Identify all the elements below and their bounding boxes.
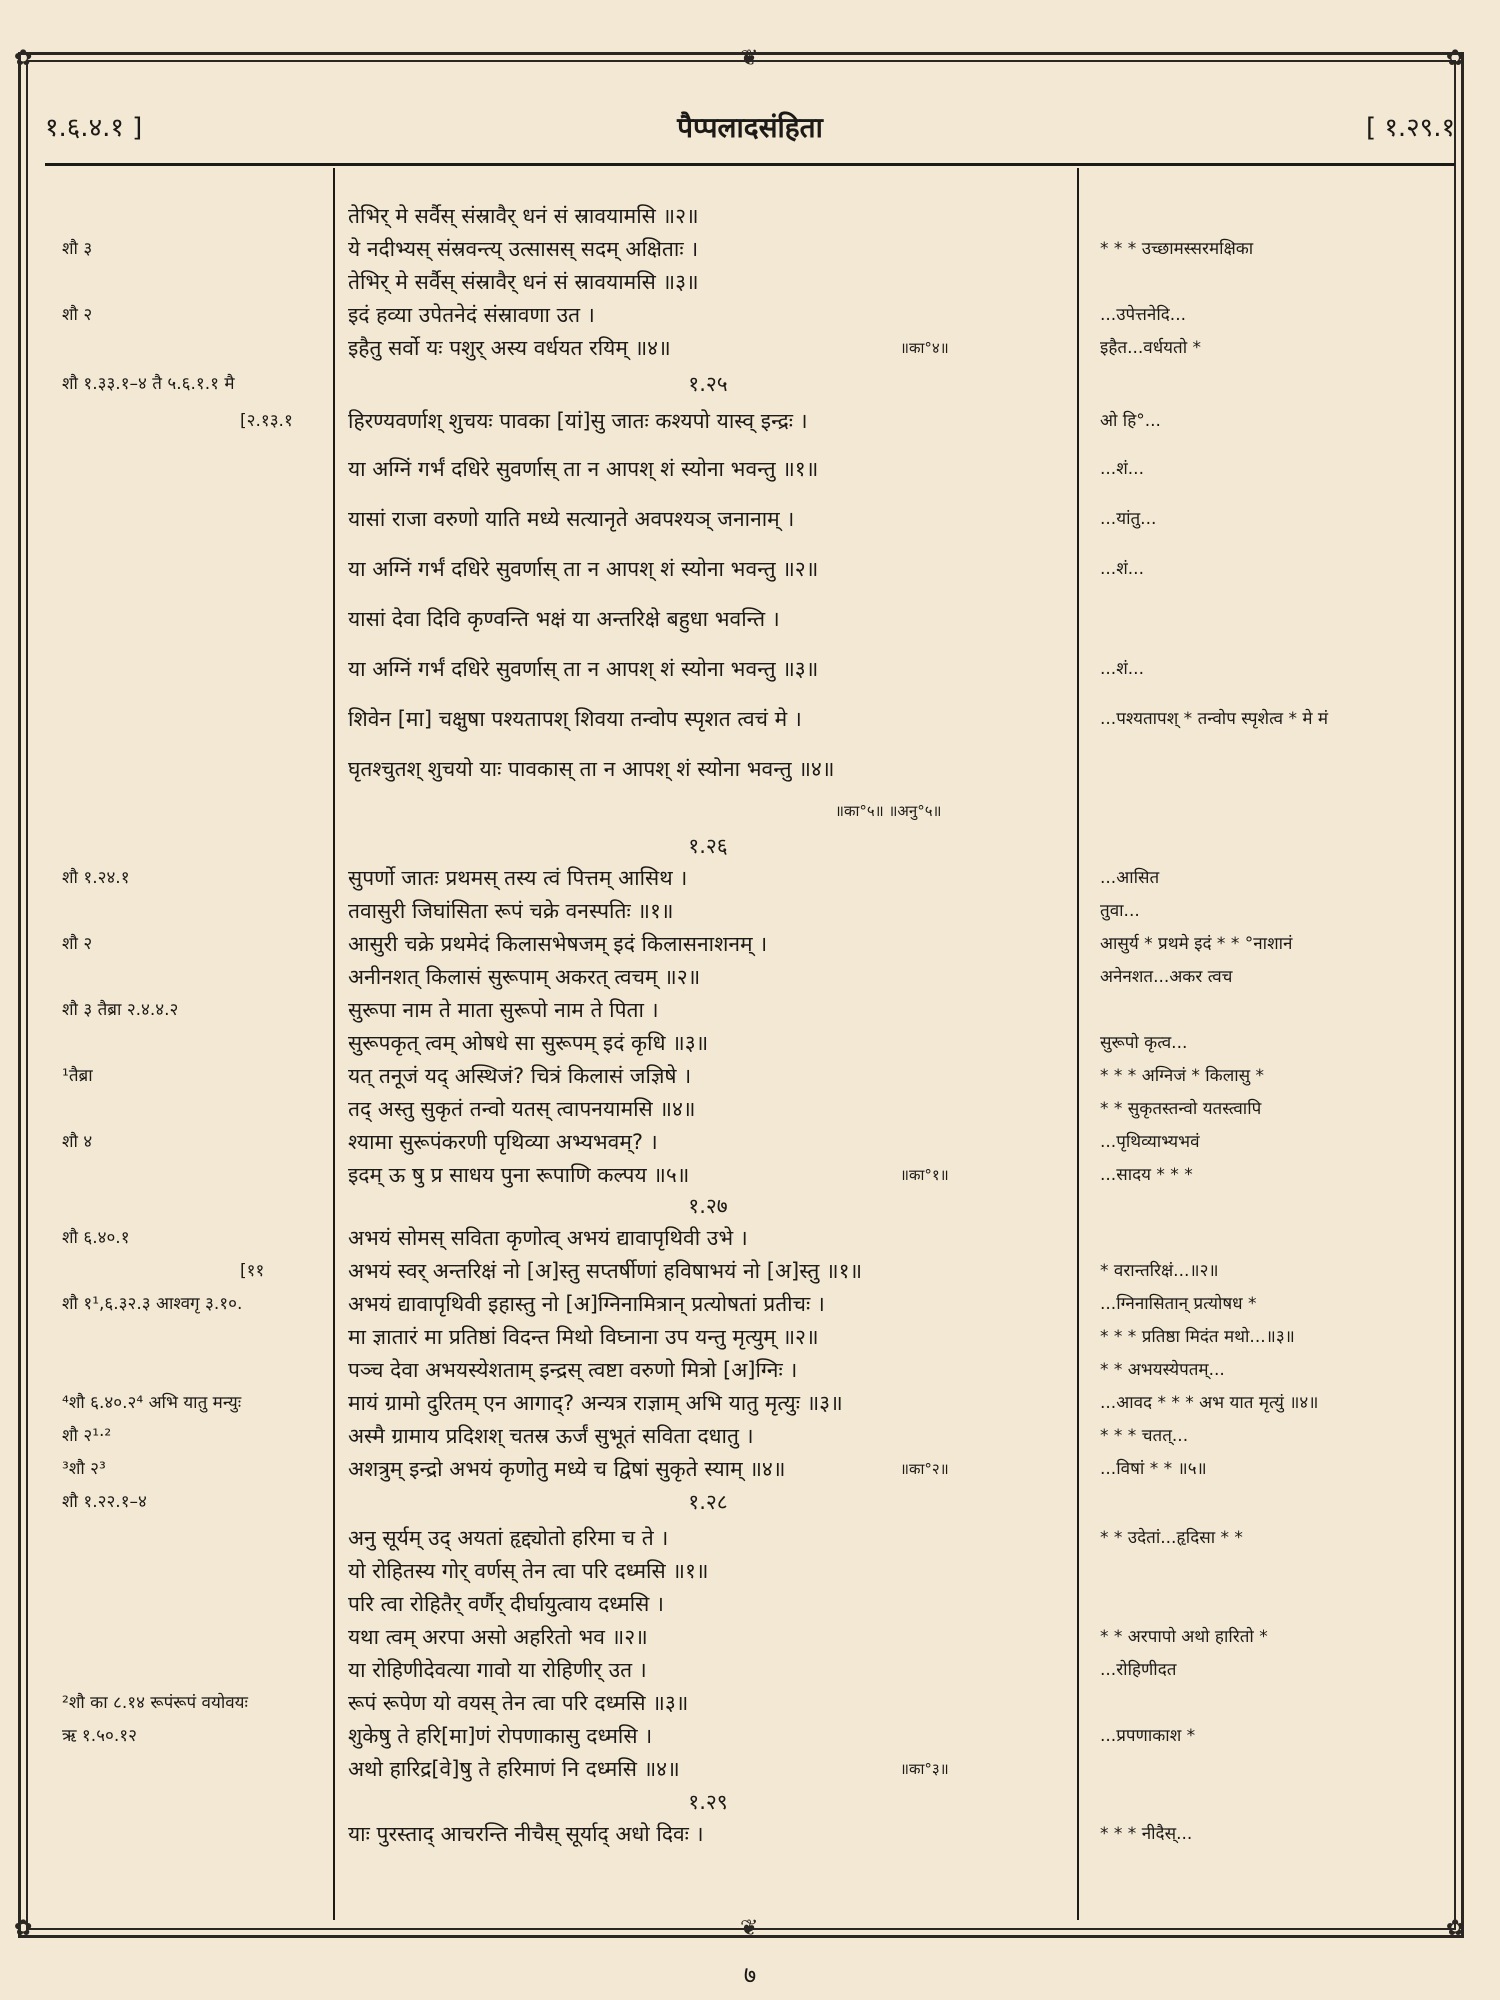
- variant-reading: * वरान्तरिक्षं...॥२॥: [1100, 1261, 1219, 1281]
- verse-row: [0, 603, 1500, 635]
- top-center-ornament-icon: ❦: [740, 46, 759, 71]
- verse-row: [0, 961, 1500, 993]
- header-rule: [45, 163, 1455, 166]
- verse-row: [0, 1222, 1500, 1254]
- corner-ornament-icon: ✿: [14, 46, 33, 71]
- variant-reading: ...आवद * * * अभ यात मृत्युं ॥४॥: [1100, 1393, 1319, 1413]
- section-number-row: [0, 1486, 1500, 1518]
- section-number: १.२८: [688, 1490, 728, 1514]
- parallel-reference: ⁴शौ ६.४०.२⁴ अभि यातु मन्युः: [62, 1393, 242, 1413]
- variant-reading: * * अभयस्येपतम्...: [1100, 1360, 1225, 1380]
- variant-reading: * * अरपापो अथो हारितो *: [1100, 1627, 1268, 1647]
- verse-row: [0, 1453, 1500, 1485]
- parallel-reference: शौ ३ तैब्रा २.४.४.२: [62, 1000, 179, 1020]
- verse-row: [0, 1588, 1500, 1620]
- verse-row: [0, 266, 1500, 298]
- parallel-reference: शौ १¹,६.३२.३ आश्वगृ ३.१०.: [62, 1294, 243, 1314]
- verse-text: अस्मै ग्रामाय प्रदिशश् चतस्र ऊर्जं सुभूतं सविता दधातु ।: [348, 1424, 754, 1448]
- verse-row: [0, 405, 1500, 437]
- verse-row: [0, 1687, 1500, 1719]
- verse-row: [0, 928, 1500, 960]
- parallel-reference: ³शौ २³: [62, 1459, 106, 1479]
- verse-text: तेभिर् मे सर्वैस् संस्रावैर् धनं सं स्रावयामसि ॥३॥: [348, 270, 699, 294]
- variant-reading: * * उदेतां...हृदिसा * *: [1100, 1528, 1243, 1548]
- kanda-marker: ॥का°४॥: [900, 339, 949, 357]
- variant-reading: ...शं...: [1100, 459, 1144, 479]
- header-right-reference: [ १.२९.१: [1365, 113, 1455, 143]
- verse-row: [0, 1321, 1500, 1353]
- parallel-reference: ²शौ का ८.१४ रूपंरूपं वयोवयः: [62, 1693, 248, 1713]
- variant-reading: ...यांतु...: [1100, 509, 1157, 529]
- verse-text: अथो हारिद्र[वे]षु ते हरिमाणं नि दध्मसि ॥४॥: [348, 1757, 680, 1781]
- verse-row: [0, 200, 1500, 232]
- verse-row: [0, 1060, 1500, 1092]
- verse-text: ये नदीभ्यस् संस्रवन्त्य् उत्सासस् सदम् अक्षिताः ।: [348, 237, 699, 261]
- section-number: १.२९: [688, 1790, 728, 1814]
- kanda-marker: ॥का°१॥: [900, 1166, 949, 1184]
- parallel-reference: शौ २: [62, 305, 93, 325]
- verse-row: [0, 1093, 1500, 1125]
- section-number-row: [0, 1786, 1500, 1818]
- section-number: १.२५: [688, 372, 728, 396]
- variant-reading: ...उपेत्तनेदि...: [1100, 305, 1187, 325]
- variant-reading: ...सादय * * *: [1100, 1165, 1193, 1185]
- bottom-center-ornament-icon: ❦: [740, 1916, 759, 1941]
- verse-text: हिरण्यवर्णाश् शुचयः पावका [यां]सु जातः कश्यपो यास्व् इन्द्रः ।: [348, 409, 808, 433]
- kanda-marker: ॥का°५॥ ॥अनु°५॥: [835, 802, 942, 820]
- verse-row: [0, 1126, 1500, 1158]
- section-number-row: [0, 830, 1500, 862]
- variant-reading: सुरूपो कृत्व...: [1100, 1033, 1188, 1053]
- variant-reading: ...पश्यतापश् * तन्वोप स्पृशेत्व * मे मं: [1100, 709, 1329, 729]
- verse-text: यासां राजा वरुणो याति मध्ये सत्यानृते अवपश्यञ् जनानाम् ।: [348, 507, 795, 531]
- variant-reading: ...रोहिणीदत: [1100, 1660, 1177, 1680]
- verse-row: [0, 1654, 1500, 1686]
- parallel-reference: शौ १.३३.१–४ तै ५.६.१.१ मै: [62, 374, 235, 394]
- verse-text: अभयं स्वर् अन्तरिक्षं नो [अ]स्तु सप्तर्षीणां हविषाभयं नो [अ]स्तु ॥१॥: [348, 1259, 863, 1283]
- verse-text: तेभिर् मे सर्वैस् संस्रावैर् धनं सं स्रावयामसि ॥२॥: [348, 204, 699, 228]
- verse-text: घृतश्चुतश् शुचयो याः पावकास् ता न आपश् शं स्योना भवन्तु ॥४॥: [348, 757, 835, 781]
- parallel-reference: शौ ४: [62, 1132, 93, 1152]
- variant-reading: ...ग्निनासितान् प्रत्योषध *: [1100, 1294, 1257, 1314]
- section-number-row: [0, 1190, 1500, 1222]
- verse-text: याः पुरस्ताद् आचरन्ति नीचैस् सूर्याद् अधो दिवः ।: [348, 1822, 704, 1846]
- verse-row: [0, 1621, 1500, 1653]
- verse-row: [0, 703, 1500, 735]
- verse-row: [0, 553, 1500, 585]
- variant-reading: * * * चतत्...: [1100, 1426, 1189, 1446]
- verse-text: पञ्च देवा अभयस्येशताम् इन्द्रस् त्वष्टा वरुणो मित्रो [अ]ग्निः ।: [348, 1358, 798, 1382]
- header-left-reference: १.६.४.१ ]: [45, 113, 143, 143]
- verse-row: [0, 1720, 1500, 1752]
- section-number: १.२६: [688, 834, 728, 858]
- verse-text: अभयं द्यावापृथिवी इहास्तु नो [अ]ग्निनामित्रान् प्रत्योषतां प्रतीचः ।: [348, 1292, 825, 1316]
- verse-text: या अग्निं गर्भं दधिरे सुवर्णास् ता न आपश् शं स्योना भवन्तु ॥२॥: [348, 557, 819, 581]
- verse-text: मायं ग्रामो दुरितम् एन आगाद्? अन्यत्र राज्ञाम् अभि यातु मृत्युः ॥३॥: [348, 1391, 843, 1415]
- variant-reading: ...शं...: [1100, 559, 1144, 579]
- verse-text: यत् तनूजं यद् अस्थिजं? चित्रं किलासं जज्ञिषे ।: [348, 1064, 692, 1088]
- verse-row: [0, 994, 1500, 1026]
- verse-row: [0, 299, 1500, 331]
- verse-text: अनु सूर्यम् उद् अयतां हृद्द्योतो हरिमा च ते ।: [348, 1526, 669, 1550]
- verse-row: [0, 503, 1500, 535]
- verse-row: [0, 1354, 1500, 1386]
- verse-row: [0, 233, 1500, 265]
- verse-text: यथा त्वम् अरपा असो अहरितो भव ॥२॥: [348, 1625, 648, 1649]
- parallel-reference: [२.१३.१: [240, 411, 293, 431]
- parallel-reference: शौ ६.४०.१: [62, 1228, 130, 1248]
- section-number-row: [0, 368, 1500, 400]
- parallel-reference: शौ २¹·²: [62, 1426, 112, 1446]
- verse-row: [0, 1555, 1500, 1587]
- verse-row: [0, 1753, 1500, 1785]
- verse-text: रूपं रूपेण यो वयस् तेन त्वा परि दध्मसि ॥३॥: [348, 1691, 689, 1715]
- verse-text: इहैतु सर्वो यः पशुर् अस्य वर्धयत रयिम् ॥४॥: [348, 336, 671, 360]
- verse-text: सुरूपकृत् त्वम् ओषधे सा सुरूपम् इदं कृधि ॥३॥: [348, 1031, 709, 1055]
- verse-text: इदम् ऊ षु प्र साधय पुना रूपाणि कल्पय ॥५॥: [348, 1163, 690, 1187]
- verse-row: [0, 1522, 1500, 1554]
- variant-reading: * * * अग्निजं * किलासु *: [1100, 1066, 1265, 1086]
- parallel-reference: शौ २: [62, 934, 93, 954]
- variant-reading: * * * नीदैस्...: [1100, 1824, 1193, 1844]
- verse-row: [0, 1159, 1500, 1191]
- verse-text: शुकेषु ते हरि[मा]णं रोपणाकासु दध्मसि ।: [348, 1724, 653, 1748]
- verse-row: [0, 653, 1500, 685]
- variant-reading: तुवा...: [1100, 901, 1140, 921]
- variant-reading: ...आसित: [1100, 868, 1160, 888]
- verse-row: [0, 1027, 1500, 1059]
- parallel-reference: [११: [240, 1261, 265, 1281]
- verse-row: [0, 753, 1500, 785]
- verse-text: शिवेन [मा] चक्षुषा पश्यतापश् शिवया तन्वोप स्पृशत त्वचं मे ।: [348, 707, 802, 731]
- kanda-marker: ॥का°२॥: [900, 1460, 949, 1478]
- verse-text: परि त्वा रोहितैर् वर्णैर् दीर्घायुत्वाय दध्मसि ।: [348, 1592, 664, 1616]
- corner-ornament-icon: ✿: [1446, 46, 1465, 71]
- verse-text: या अग्निं गर्भं दधिरे सुवर्णास् ता न आपश् शं स्योना भवन्तु ॥१॥: [348, 457, 819, 481]
- verse-text: इदं हव्या उपेतनेदं संस्रावणा उत ।: [348, 303, 595, 327]
- verse-text: अनीनशत् किलासं सुरूपाम् अकरत् त्वचम् ॥२॥: [348, 965, 701, 989]
- verse-row: [0, 1387, 1500, 1419]
- header-title: पैप्पलादसंहिता: [677, 111, 823, 144]
- corner-ornament-icon: ✿: [1446, 1916, 1465, 1941]
- parallel-reference: ऋ १.५०.१२: [62, 1726, 137, 1746]
- variant-reading: * * सुकृतस्तन्वो यतस्त्वापि: [1100, 1099, 1262, 1119]
- parallel-reference: शौ १.२२.१–४: [62, 1492, 147, 1512]
- verse-row: [0, 1255, 1500, 1287]
- kanda-marker: ॥का°३॥: [900, 1760, 949, 1778]
- variant-reading: इहैत...वर्धयतो *: [1100, 338, 1202, 358]
- parallel-reference: शौ १.२४.१: [62, 868, 130, 888]
- verse-text: तवासुरी जिघांसिता रूपं चक्रे वनस्पतिः ॥१॥: [348, 899, 674, 923]
- running-header: [45, 100, 1455, 150]
- verse-text: सुपर्णो जातः प्रथमस् तस्य त्वं पित्तम् आसिथ ।: [348, 866, 688, 890]
- verse-row: [0, 453, 1500, 485]
- variant-reading: ...प्रपणाकाश *: [1100, 1726, 1196, 1746]
- variant-reading: * * * उच्छामस्सरमक्षिका: [1100, 239, 1254, 259]
- parallel-reference: ¹तैब्रा: [62, 1066, 93, 1086]
- variant-reading: ...विषां * * ॥५॥: [1100, 1459, 1207, 1479]
- variant-reading: ...शं...: [1100, 659, 1144, 679]
- verse-row: [0, 1818, 1500, 1850]
- verse-row: [0, 332, 1500, 364]
- variant-reading: आसुर्य * प्रथमे इदं * * °नाशानं: [1100, 934, 1293, 954]
- verse-text: सुरूपा नाम ते माता सुरूपो नाम ते पिता ।: [348, 998, 659, 1022]
- verse-row: [0, 895, 1500, 927]
- verse-row: [0, 1420, 1500, 1452]
- variant-reading: ...पृथिव्याभ्यभवं: [1100, 1132, 1200, 1152]
- section-number: १.२७: [688, 1194, 728, 1218]
- variant-reading: अनेनशत...अकर त्वच: [1100, 967, 1233, 987]
- verse-text: श्यामा सुरूपंकरणी पृथिव्या अभ्यभवम्? ।: [348, 1130, 658, 1154]
- verse-text: या रोहिणीदेवत्या गावो या रोहिणीर् उत ।: [348, 1658, 647, 1682]
- corner-ornament-icon: ✿: [14, 1916, 33, 1941]
- parallel-reference: शौ ३: [62, 239, 93, 259]
- variant-reading: * * * प्रतिष्ठा मिदंत मथो...॥३॥: [1100, 1327, 1295, 1347]
- verse-row: [0, 862, 1500, 894]
- verse-row: [0, 1288, 1500, 1320]
- verse-text: यो रोहितस्य गोर् वर्णस् तेन त्वा परि दध्मसि ॥१॥: [348, 1559, 709, 1583]
- page-number: ७: [743, 1961, 757, 1989]
- verse-text: यासां देवा दिवि कृण्वन्ति भक्षं या अन्तरिक्षे बहुधा भवन्ति ।: [348, 607, 780, 631]
- verse-row: [0, 795, 1500, 827]
- verse-text: आसुरी चक्रे प्रथमेदं किलासभेषजम् इदं किलासनाशनम् ।: [348, 932, 768, 956]
- verse-text: या अग्निं गर्भं दधिरे सुवर्णास् ता न आपश् शं स्योना भवन्तु ॥३॥: [348, 657, 819, 681]
- verse-text: अभयं सोमस् सविता कृणोत्व् अभयं द्यावापृथिवी उभे ।: [348, 1226, 748, 1250]
- verse-text: तद् अस्तु सुकृतं तन्वो यतस् त्वापनयामसि ॥४॥: [348, 1097, 696, 1121]
- variant-reading: ओ हि°...: [1100, 411, 1161, 431]
- verse-text: मा ज्ञातारं मा प्रतिष्ठां विदन्त मिथो विघ्नाना उप यन्तु मृत्युम् ॥२॥: [348, 1325, 819, 1349]
- verse-text: अशत्रुम् इन्द्रो अभयं कृणोतु मध्ये च द्विषां सुकृते स्याम् ॥४॥: [348, 1457, 786, 1481]
